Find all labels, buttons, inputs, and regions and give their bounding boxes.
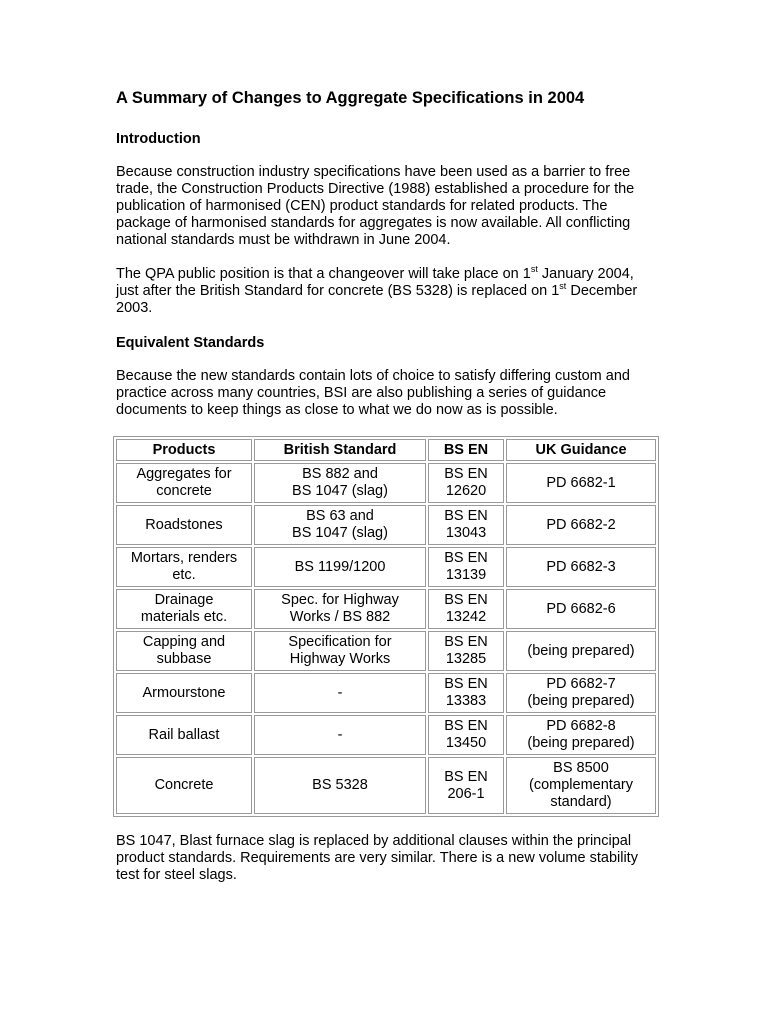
table-row — [116, 547, 656, 587]
header-uk-guidance: UK Guidance — [506, 439, 656, 461]
cell-line: BS EN — [444, 466, 488, 482]
qpa-position-paragraph — [116, 266, 656, 317]
cell-british-standard — [254, 547, 426, 587]
cell-line: Capping and — [142, 634, 226, 650]
cell-line: Specification for — [288, 634, 392, 650]
cell-line: PD 6682-2 — [546, 516, 616, 533]
cell-product — [116, 757, 252, 814]
cell-line: standard) — [550, 794, 612, 810]
cell-line: BS EN — [444, 550, 488, 566]
table-row — [116, 673, 656, 713]
cell-line: 13285 — [445, 651, 487, 667]
cell-line: BS 63 and — [306, 508, 374, 524]
cell-line: - — [337, 726, 343, 743]
closing-paragraph: BS 1047, Blast furnace slag is replaced by additional clauses within the principal product standards. Requirements are very similar. There is a new volume stability test for steel slags. — [116, 833, 638, 883]
cell-line: materials etc. — [140, 609, 228, 625]
cell-line: BS EN — [444, 592, 488, 608]
cell-line: Rail ballast — [148, 726, 220, 743]
cell-product — [116, 631, 252, 671]
cell-line: Aggregates for — [136, 466, 232, 482]
cell-line: Spec. for Highway — [281, 592, 399, 608]
header-british-standard: British Standard — [254, 439, 426, 461]
standards-table — [113, 436, 659, 817]
cell-line: BS 8500 — [553, 760, 609, 776]
superscript-st-2: st — [559, 281, 567, 291]
cell-line: - — [337, 684, 343, 701]
cell-british-standard — [254, 757, 426, 814]
cell-product — [116, 547, 252, 587]
cell-line: Roadstones — [145, 516, 223, 533]
cell-bs-en — [428, 715, 504, 755]
cell-line: BS 1047 (slag) — [292, 483, 388, 499]
cell-bs-en — [428, 631, 504, 671]
introduction-paragraph: Because construction industry specifications have been used as a barrier to free trade, the Construction Products Directive (1988) established a procedure for the publication of harmonised (CEN) product standards for related products. The package of harmonised standards for aggregates is now available. All conflicting national standards must be withdrawn in June 2004. — [116, 164, 635, 248]
cell-line: Armourstone — [142, 684, 226, 701]
cell-line: BS EN — [444, 768, 488, 785]
cell-line: Mortars, renders — [130, 550, 238, 566]
cell-line: BS 1199/1200 — [294, 558, 386, 575]
cell-bs-en — [428, 673, 504, 713]
qpa-text-part3: December 2003. — [116, 283, 638, 316]
cell-line: BS 1047 (slag) — [292, 525, 388, 541]
cell-product — [116, 463, 252, 503]
cell-line: BS EN — [444, 676, 488, 692]
cell-line: 12620 — [445, 483, 487, 499]
table-body — [116, 463, 656, 814]
cell-product — [116, 589, 252, 629]
cell-line: Concrete — [154, 777, 214, 793]
cell-line: (being prepared) — [527, 735, 635, 751]
cell-line: 206-1 — [447, 785, 485, 802]
cell-uk-guidance — [506, 463, 656, 503]
document-title: A Summary of Changes to Aggregate Specifications in 2004 — [116, 89, 585, 107]
cell-british-standard — [254, 505, 426, 545]
cell-uk-guidance — [506, 673, 656, 713]
cell-line: BS 882 and — [302, 466, 378, 482]
cell-bs-en — [428, 589, 504, 629]
cell-product — [116, 715, 252, 755]
cell-uk-guidance — [506, 547, 656, 587]
cell-line: (being prepared) — [527, 693, 635, 709]
qpa-text-part2: January 2004, just after the British Standard for concrete (BS 5328) is replaced on 1 — [116, 266, 634, 299]
table-row — [116, 715, 656, 755]
cell-line: subbase — [156, 651, 212, 667]
cell-british-standard — [254, 631, 426, 671]
cell-line: Highway Works — [289, 651, 391, 667]
cell-uk-guidance — [506, 757, 656, 814]
superscript-st-1: st — [530, 264, 538, 274]
cell-line: Works / BS 882 — [289, 609, 391, 625]
cell-uk-guidance — [506, 589, 656, 629]
cell-line: PD 6682-7 — [546, 676, 616, 692]
cell-line: 13043 — [445, 525, 487, 541]
cell-product — [116, 505, 252, 545]
introduction-heading: Introduction — [116, 131, 201, 147]
cell-british-standard — [254, 715, 426, 755]
table-row — [116, 463, 656, 503]
cell-line: BS EN — [444, 634, 488, 650]
cell-line: Drainage — [154, 592, 214, 608]
cell-british-standard — [254, 673, 426, 713]
cell-line: (complementary — [529, 777, 633, 793]
cell-line: 13450 — [445, 735, 487, 751]
cell-line: PD 6682-6 — [546, 600, 616, 617]
cell-uk-guidance — [506, 505, 656, 545]
cell-bs-en — [428, 757, 504, 814]
equivalent-standards-paragraph: Because the new standards contain lots of choice to satisfy differing custom and practice across many countries, BSI are also publishing a series of guidance documents to keep things as close to what we do now as is possible. — [116, 368, 630, 418]
table-row — [116, 631, 656, 671]
cell-line: 13139 — [445, 567, 487, 583]
header-products: Products — [116, 439, 252, 461]
cell-line: concrete — [156, 483, 212, 499]
header-bs-en: BS EN — [428, 439, 504, 461]
cell-uk-guidance — [506, 631, 656, 671]
cell-line: BS EN — [444, 718, 488, 734]
cell-line: 13383 — [445, 693, 487, 709]
cell-line: 13242 — [445, 609, 487, 625]
qpa-text-part1: The QPA public position is that a changeover will take place on 1 — [116, 266, 531, 282]
cell-bs-en — [428, 505, 504, 545]
document-page — [116, 88, 656, 901]
cell-line: PD 6682-8 — [546, 718, 616, 734]
cell-british-standard — [254, 589, 426, 629]
cell-british-standard — [254, 463, 426, 503]
cell-line: BS EN — [444, 508, 488, 524]
cell-line: (being prepared) — [527, 642, 635, 659]
table-row — [116, 505, 656, 545]
equivalent-standards-heading: Equivalent Standards — [116, 335, 265, 351]
cell-line: PD 6682-3 — [546, 558, 616, 575]
table-row — [116, 757, 656, 814]
cell-line: BS 5328 — [312, 777, 368, 793]
cell-uk-guidance — [506, 715, 656, 755]
cell-product — [116, 673, 252, 713]
table-header-row — [116, 439, 656, 461]
cell-line: PD 6682-1 — [546, 474, 616, 491]
cell-bs-en — [428, 547, 504, 587]
cell-bs-en — [428, 463, 504, 503]
table-row — [116, 589, 656, 629]
cell-line: etc. — [172, 567, 196, 583]
